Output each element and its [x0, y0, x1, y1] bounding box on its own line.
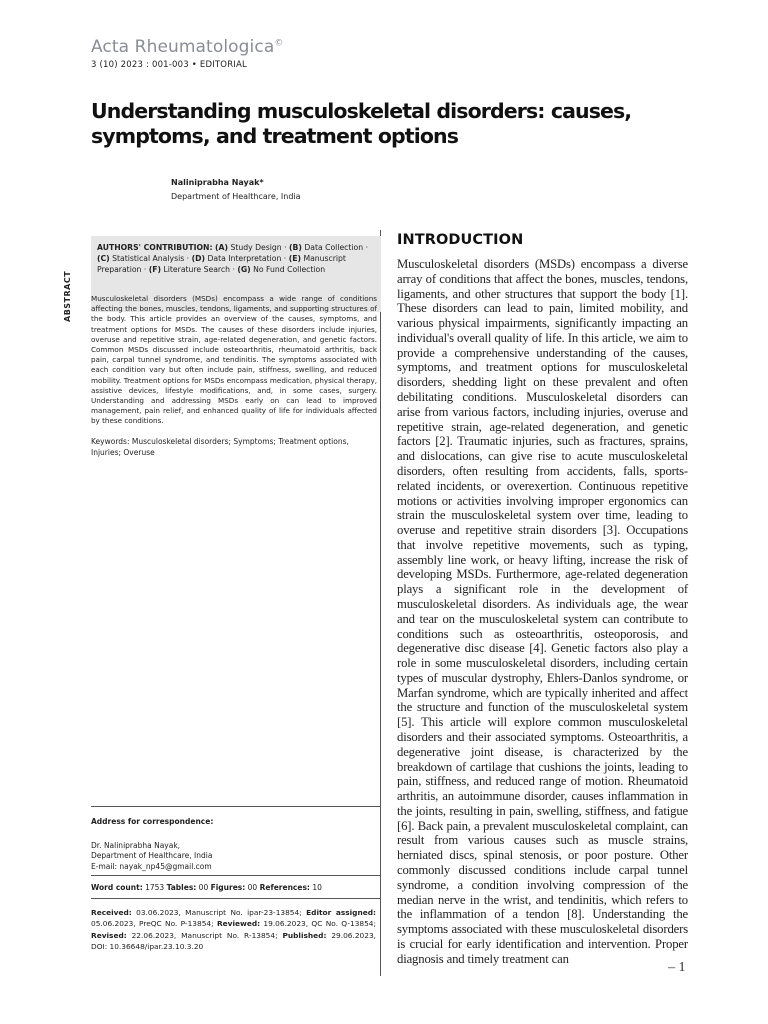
contrib-label: No Fund Collection — [253, 265, 326, 275]
reference-count: 10 — [312, 883, 322, 892]
contrib-label: Study Design — [230, 243, 282, 252]
reviewed-date: 19.06.2023, QC No. Q-13854; — [263, 919, 376, 929]
contrib-label: Manuscript Preparation — [97, 254, 346, 275]
count-label: References: — [259, 883, 310, 892]
introduction-heading: INTRODUCTION — [397, 232, 524, 248]
contrib-key: (A) — [215, 243, 228, 252]
contrib-label: Data Interpretation — [207, 254, 282, 264]
issue-line: 3 (10) 2023 : 001-003 • EDITORIAL — [91, 60, 247, 70]
contrib-key: (G) — [237, 265, 251, 275]
contrib-key: (C) — [97, 254, 110, 264]
count-label: Figures: — [210, 883, 246, 892]
divider — [91, 898, 381, 899]
article-title: Understanding musculoskeletal disorders: causes, symptoms, and treatment options — [91, 99, 632, 148]
date-label: Editor assigned: — [306, 908, 376, 917]
abstract-label: ABSTRACT — [63, 270, 72, 322]
contrib-key: (F) — [148, 265, 162, 275]
contrib-label: Statistical Analysis — [112, 254, 185, 264]
correspondence-email: E-mail: nayak_np45@gmail.com — [91, 861, 212, 871]
keywords: Keywords: Musculoskeletal disorders; Symptoms; Treatment options, Injuries; Overuse — [91, 437, 349, 457]
left-column — [91, 230, 381, 976]
abstract-text: Musculoskeletal disorders (MSDs) encompass a wide range of conditions affecting the bones, muscles, tendons, ligaments, and supporting structures of the body. This article provides an overview of the causes, symptoms, and treatment options for MSDs. The causes of these disorders include injuries, overuse and repetitive strain, age-related degeneration, and genetic factors. Common MSDs discussed include osteoarthritis, rheumatoid arthritis, back pain, carpal tunnel syndrome, and tendinitis. The symptoms associated with each condition vary but often include pain, stiffness, swelling, and reduced mobility. Treatment options for MSDs encompass medication, physical therapy, assistive devices, lifestyle modifications, and, in some cases, surgery. Understanding and addressing MSDs early on can lead to improved management, pain relief, and enhanced quality of life for individuals affected by these conditions. — [91, 294, 377, 426]
contrib-key: (D) — [191, 254, 205, 264]
date-label: Received: — [91, 908, 132, 917]
date-label: Revised: — [91, 930, 127, 940]
date-label: Reviewed: — [216, 919, 261, 929]
contrib-label: Data Collection — [304, 243, 364, 252]
correspondence-line: Dr. Naliniprabha Nayak, — [91, 841, 181, 850]
correspondence-line: Department of Healthcare, India — [91, 851, 213, 861]
received-date: 03.06.2023, Manuscript No. ipar-23-13854; — [136, 908, 302, 917]
author-affiliation: Department of Healthcare, India — [171, 192, 301, 201]
count-label: Tables: — [166, 883, 197, 892]
count-label: Word count: — [91, 883, 143, 892]
page-number: – 1 — [668, 960, 686, 975]
divider — [91, 806, 381, 807]
date-label: Published: — [282, 930, 327, 940]
divider — [91, 875, 381, 876]
publication-dates — [91, 907, 376, 952]
authors-contribution-box: AUTHORS' CONTRIBUTION: (A) Study Design · (B) Data Collection · (C) Statistical Analysis · (D) Data Interpretation · (E) Manuscript Preparation · (F) Literature Search · (G) No Fund Collection — [91, 236, 381, 312]
contrib-label: Literature Search — [163, 265, 230, 275]
introduction-body: Musculoskeletal disorders (MSDs) encompass a diverse array of conditions that affect the bones, muscles, tendons, ligaments, and other structures that support the body [1]. These disorders can lead to pain, limited mobility, and various physical impairments, significantly impacting an individual's overall quality of life. In this article, we aim to provide a comprehensive understanding of the causes, symptoms, and treatment options for musculoskeletal disorders, shedding light on these prevalent and often debilitating conditions. Musculoskeletal disorders can arise from various factors, including injuries, overuse and repetitive strain, age-related degeneration, and genetic factors [2]. Traumatic injuries, such as fractures, sprains, and dislocations, can give rise to acute musculoskeletal disorders, often resulting from accidents, falls, sports-related incidents, or overexertion. Continuous repetitive motions or activities involving improper ergonomics can strain the musculoskeletal system over time, leading to overuse and repetitive strain disorders [3]. Occupations that involve repetitive movements, such as typing, assembly line work, or heavy lifting, increase the risk of developing MSDs. Furthermore, age-related degeneration plays a significant role in the development of musculoskeletal disorders. As individuals age, the wear and tear on the musculoskeletal system can contribute to conditions such as osteoarthritis, osteoporosis, and degenerative disc disease [4]. Genetic factors also play a role in some musculoskeletal disorders, including certain types of muscular dystrophy, Ehlers-Danlos syndrome, or Marfan syndrome, which are typically inherited and affect the structure and function of the musculoskeletal system [5]. This article will explore common musculoskeletal disorders and their associated symptoms. Osteoarthritis, a degenerative joint disease, is characterized by the breakdown of cartilage that cushions the joints, leading to pain, stiffness, and reduced range of motion. Rheumatoid arthritis, an autoimmune disorder, causes inflammation in the joints, resulting in pain, swelling, stiffness, and fatigue [6]. Back pain, a prevalent musculoskeletal complaint, can result from various causes such as muscle strains, herniated discs, spinal stenosis, or poor posture. Other commonly discussed conditions include carpal tunnel syndrome, a condition involving compression of the median nerve in the wrist, and tendinitis, which refers to the inflammation of a tendon [8]. Understanding the symptoms associated with these musculoskeletal disorders is crucial for early identification and intervention. Proper diagnosis and timely treatment can — [397, 257, 688, 966]
revised-date: 22.06.2023, Manuscript No. R-13854; — [131, 930, 278, 940]
correspondence-title: Address for correspondence: — [91, 817, 214, 826]
editor-assigned-date: 05.06.2023, PreQC No. P-13854; — [91, 919, 214, 929]
correspondence-address — [91, 841, 212, 872]
copyright-mark: © — [274, 38, 284, 49]
author-name: Naliniprabha Nayak* — [171, 178, 264, 187]
article-counts — [91, 883, 322, 892]
contrib-key: (E) — [288, 254, 301, 264]
published-date: 29.06.2023, DOI: 10.36648/ipar.23.10.3.20 — [91, 930, 376, 951]
word-count: 1753 — [145, 883, 165, 892]
contrib-key: (B) — [288, 243, 302, 252]
table-count: 00 — [198, 883, 209, 892]
figure-count: 00 — [247, 883, 258, 892]
journal-name: Acta Rheumatologica© — [91, 37, 284, 57]
contribution-heading: AUTHORS' CONTRIBUTION: — [97, 243, 213, 252]
